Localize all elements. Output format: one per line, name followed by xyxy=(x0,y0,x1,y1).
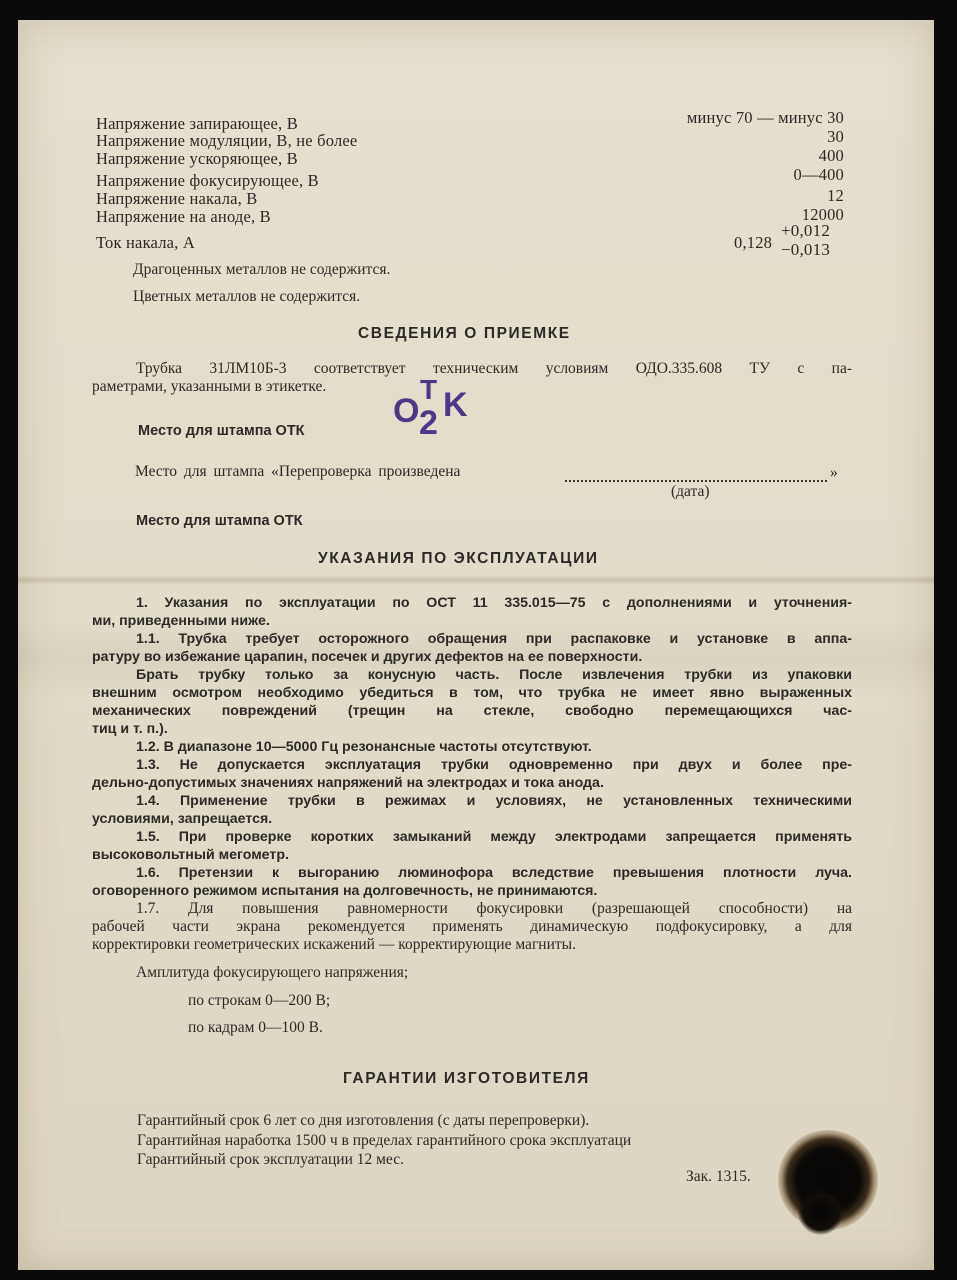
burn-hole xyxy=(798,1190,843,1235)
stamp-digit: 2 xyxy=(419,404,438,442)
text-line: механических повреждений (трещин на стекле, свободно перемещающихся час- xyxy=(92,703,852,719)
text-line: высоковольтный мегометр. xyxy=(92,847,289,863)
acceptance-text xyxy=(92,360,852,396)
text-line: дельно-допустимых значениях напряжений на электродах и тока анода. xyxy=(92,775,604,791)
date-label: (дата) xyxy=(671,483,710,500)
warranty-heading: ГАРАНТИИ ИЗГОТОВИТЕЛЯ xyxy=(343,1070,590,1087)
paragraph-1 xyxy=(92,594,852,630)
text-line: 1.6. Претензии к выгоранию люминофора вследствие превышения плотности луча. xyxy=(136,865,852,881)
paragraph-1-3 xyxy=(92,756,852,792)
recheck-stamp-place: Место для штампа «Перепроверка произведена xyxy=(135,463,461,480)
spec-value: минус 70 — минус 30 xyxy=(686,108,844,127)
amplitude-label: Амплитуда фокусирующего напряжения; xyxy=(136,964,409,981)
paragraph-1-6 xyxy=(92,864,852,900)
text-line: 1.7. Для повышения равномерности фокусировки (разрешающей способности) на xyxy=(136,900,852,917)
text-line: внешним осмотром необходимо убедиться в том, что трубка не имеет явно выраженных xyxy=(92,685,852,701)
spec-value: 0—400 xyxy=(793,165,844,184)
stamp-letter: K xyxy=(443,386,468,424)
otk-stamp-place: Место для штампа ОТК xyxy=(136,513,303,529)
paragraph-1-7 xyxy=(92,900,852,954)
text-line: раметрами, указанными в этикетке. xyxy=(92,378,327,395)
warranty-line: Гарантийный срок 6 лет со дня изготовления (с даты перепроверки). xyxy=(137,1112,590,1129)
paragraph-1-4 xyxy=(92,792,852,828)
spec-value: 12 xyxy=(827,186,844,205)
text-line: рабочей части экрана рекомендуется применять динамическую подфокусировку, а для xyxy=(92,918,852,935)
spec-value: 0,128 xyxy=(734,233,773,252)
order-number: Зак. 1315. xyxy=(686,1168,751,1185)
operation-heading: УКАЗАНИЯ ПО ЭКСПЛУАТАЦИИ xyxy=(318,550,599,567)
paragraph-1-1b xyxy=(92,666,852,738)
text-line: оговоренного режимом испытания на долговечность, не принимаются. xyxy=(92,883,598,899)
spec-label: Ток накала, А xyxy=(96,233,195,252)
text-line: тиц и т. п.). xyxy=(92,721,168,737)
spec-label: Напряжение накала, В xyxy=(96,189,258,208)
text-line: ми, приведенными ниже. xyxy=(92,613,270,629)
fold-crease xyxy=(18,575,934,585)
paragraph-1-5 xyxy=(92,828,852,864)
spec-label: Напряжение на аноде, В xyxy=(96,207,271,226)
text-line: 1. Указания по эксплуатации по ОСТ 11 335.015—75 с дополнениями и уточнения- xyxy=(136,595,852,611)
precious-metals-note: Драгоценных металлов не содержится. xyxy=(133,261,391,278)
text-line: 1.1. Трубка требует осторожного обращения при распаковке и установке в аппа- xyxy=(136,631,852,647)
closing-quote: » xyxy=(830,464,838,481)
spec-value: 30 xyxy=(827,127,844,146)
warranty-line: Гарантийный срок эксплуатации 12 мес. xyxy=(137,1151,404,1168)
nonferrous-metals-note: Цветных металлов не содержится. xyxy=(133,288,361,305)
paragraph-1-1 xyxy=(92,630,852,666)
tolerance-minus: −0,013 xyxy=(781,240,831,259)
tolerance-plus: +0,012 xyxy=(781,221,831,240)
text-line: условиями, запрещается. xyxy=(92,811,273,827)
text-line: 1.3. Не допускается эксплуатация трубки одновременно при двух и более пре- xyxy=(136,757,852,773)
text-line: корректировки геометрических искажений — корректирующие магниты. xyxy=(92,936,576,953)
text-line: ратуру во избежание царапин, посечек и других дефектов на ее поверхности. xyxy=(92,649,643,665)
spec-value: 12000 xyxy=(801,205,844,224)
text-line: 1.2. В диапазоне 10—5000 Гц резонансные частоты отсутствуют. xyxy=(136,739,592,755)
stamp-letter: O xyxy=(393,392,420,430)
spec-label: Напряжение фокусирующее, В xyxy=(96,171,319,190)
spec-value: 400 xyxy=(818,146,844,165)
stamp-letter: T xyxy=(420,374,438,405)
amplitude-rows: по строкам 0—200 В; xyxy=(188,992,331,1009)
spec-label: Напряжение модуляции, В, не более xyxy=(96,131,358,150)
warranty-line: Гарантийная наработка 1500 ч в пределах гарантийного срока эксплуатаци xyxy=(137,1132,632,1149)
text-line: Брать трубку только за конусную часть. После извлечения трубки из упаковки xyxy=(136,667,852,683)
otk-stamp-place: Место для штампа ОТК xyxy=(138,423,305,439)
paragraph-1-2 xyxy=(92,738,852,756)
amplitude-frames: по кадрам 0—100 В. xyxy=(188,1019,323,1036)
text-line: Трубка 31ЛМ10Б-3 соответствует техническим условиям ОДО.335.608 ТУ с па- xyxy=(136,360,852,377)
acceptance-heading: СВЕДЕНИЯ О ПРИЕМКЕ xyxy=(358,325,571,342)
date-blank-line xyxy=(565,480,827,482)
text-line: 1.5. При проверке коротких замыканий между электродами запрещается применять xyxy=(136,829,852,845)
text-line: 1.4. Применение трубки в режимах и условиях, не установленных техническими xyxy=(136,793,852,809)
spec-label: Напряжение ускоряющее, В xyxy=(96,149,298,168)
document-page xyxy=(18,20,934,1270)
spec-label: Напряжение запирающее, В xyxy=(96,114,298,133)
